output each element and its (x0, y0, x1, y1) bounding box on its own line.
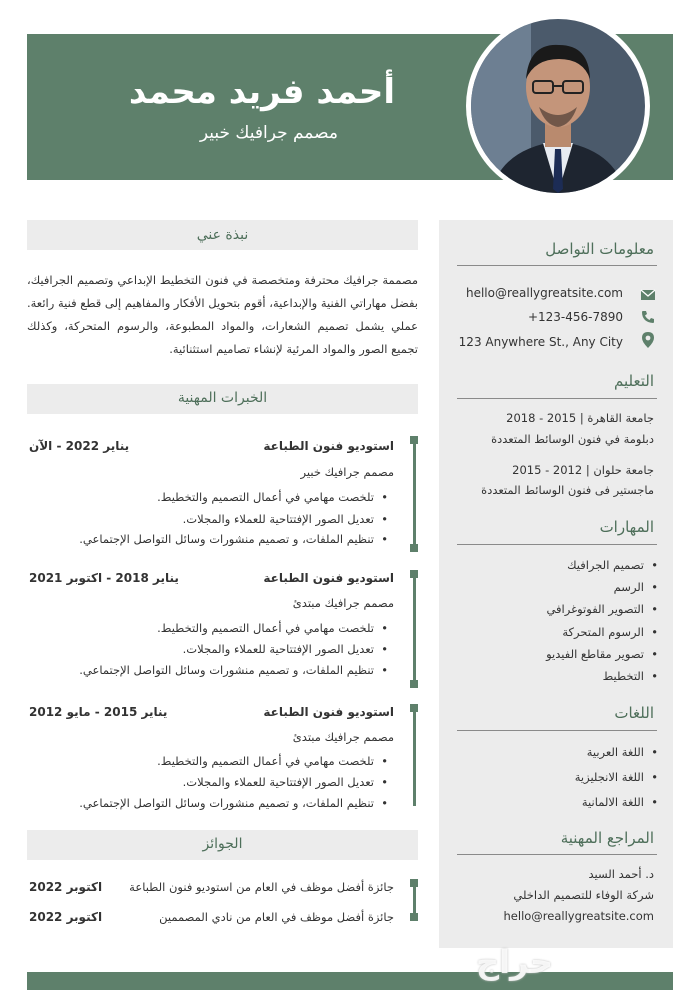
job-1-bullet: • تلخصت مهامي في أعمال التصميم والتخطيط. (157, 490, 374, 504)
reference-company: شركة الوفاء للتصميم الداخلي (513, 888, 654, 902)
job-2-bullet: • تعديل الصور الإفتتاحية للعملاء والمجلات. (183, 642, 374, 656)
timeline-line (413, 572, 416, 684)
timeline-marker (410, 879, 418, 887)
divider (457, 544, 657, 545)
person-title: مصمم جرافيك خبير (199, 123, 338, 143)
skill-item: • التصوير الفوتوغرافي (546, 602, 644, 616)
education-1-degree: دبلومة في فنون الوسائط المتعددة (491, 432, 654, 446)
education-2-degree: ماجستير فى فنون الوسائط المتعددة (481, 483, 654, 497)
job-1-date: يناير 2022 - الآن (29, 439, 130, 453)
contact-email: hello@reallygreatsite.com (465, 286, 623, 300)
education-1-school: جامعة القاهرة | 2015 - 2018 (506, 411, 654, 425)
language-item: • اللغة الالمانية (582, 795, 644, 809)
timeline-line (413, 706, 416, 806)
language-item: • اللغة الانجليزية (575, 770, 644, 784)
job-3-bullet: • تلخصت مهامي في أعمال التصميم والتخطيط. (157, 754, 374, 768)
award-2-text: جائزة أفضل موظف في العام من نادي المصممين (159, 910, 394, 924)
job-3-company: استوديو فنون الطباعة (263, 705, 394, 719)
skill-item: • تصوير مقاطع الفيديو (546, 647, 644, 661)
job-1-company: استوديو فنون الطباعة (263, 439, 394, 453)
timeline-marker (410, 436, 418, 444)
experience-heading: الخبرات المهنية (177, 390, 268, 406)
reference-name: د. أحمد السيد (588, 867, 654, 881)
job-2-role: مصمم جرافيك مبتدئ (292, 596, 394, 610)
job-1-bullet: • تعديل الصور الإفتتاحية للعملاء والمجلات. (183, 512, 374, 526)
phone-icon (640, 309, 656, 325)
job-2-bullet: • تنظيم الملفات، و تصميم منشورات وسائل التواصل الإجتماعي. (79, 663, 374, 677)
about-text: مصممة جرافيك محترفة ومتخصصة في فنون التخطيط الإبداعي وتصميم الجرافيك، بفضل مهاراتي الفنية والإبداعية، أقوم بتحويل الأفكار والمفاهيم إلى قطع فنية رائعة. عملي يشمل تصميم الشعارات، والمواد المطبوعة، والرسوم المتحركة، وكذلك تجميع الصور والمواد المرئية لإنشاء تصاميم استثنائية. (26, 273, 418, 356)
references-heading: المراجع المهنية (560, 829, 654, 847)
skill-item: • الرسم (614, 580, 644, 594)
profile-photo (466, 14, 650, 198)
footer-banner (27, 972, 673, 990)
award-1-text: جائزة أفضل موظف في العام من استوديو فنون الطباعة (129, 880, 394, 894)
award-2-date: اكتوبر 2022 (29, 910, 103, 924)
timeline-line (413, 438, 416, 548)
mail-icon (640, 287, 656, 303)
location-pin-icon (640, 331, 656, 349)
watermark: حراج (476, 943, 553, 981)
timeline-marker (410, 570, 418, 578)
timeline-marker (410, 913, 418, 921)
timeline-marker (410, 704, 418, 712)
contact-phone: +123-456-7890 (527, 310, 623, 324)
job-2-company: استوديو فنون الطباعة (263, 571, 394, 585)
job-3-bullet: • تنظيم الملفات، و تصميم منشورات وسائل التواصل الإجتماعي. (79, 796, 374, 810)
about-heading: نبذة عني (196, 227, 249, 243)
job-2-date: يناير 2018 - اكتوبر 2021 (29, 571, 179, 585)
divider (457, 730, 657, 731)
portrait-image (471, 19, 645, 193)
job-3-bullet: • تعديل الصور الإفتتاحية للعملاء والمجلات. (183, 775, 374, 789)
divider (457, 398, 657, 399)
language-item: • اللغة العربية (587, 745, 644, 759)
languages-heading: اللغات (614, 704, 654, 722)
job-3-date: يناير 2015 - مايو 2012 (29, 705, 168, 719)
reference-email: hello@reallygreatsite.com (503, 909, 654, 923)
job-1-bullet: • تنظيم الملفات، و تصميم منشورات وسائل التواصل الإجتماعي. (79, 532, 374, 546)
education-heading: التعليم (614, 372, 654, 390)
skill-item: • تصميم الجرافيك (567, 558, 644, 572)
awards-heading: الجوائز (202, 836, 243, 852)
skill-item: • الرسوم المتحركة (562, 625, 644, 639)
divider (457, 265, 657, 266)
skills-heading: المهارات (599, 518, 654, 536)
divider (457, 854, 657, 855)
person-name: أحمد فريد محمد (128, 72, 395, 112)
contact-heading: معلومات التواصل (545, 240, 654, 258)
skill-item: • التخطيط (603, 669, 644, 683)
timeline-marker (410, 680, 418, 688)
job-1-role: مصمم جرافيك خبير (300, 465, 394, 479)
job-2-bullet: • تلخصت مهامي في أعمال التصميم والتخطيط. (157, 621, 374, 635)
contact-address: 123 Anywhere St., Any City (458, 335, 623, 349)
education-2-school: جامعة حلوان | 2012 - 2015 (512, 463, 654, 477)
timeline-marker (410, 544, 418, 552)
award-1-date: اكتوبر 2022 (29, 880, 103, 894)
job-3-role: مصمم جرافيك مبتدئ (292, 730, 394, 744)
